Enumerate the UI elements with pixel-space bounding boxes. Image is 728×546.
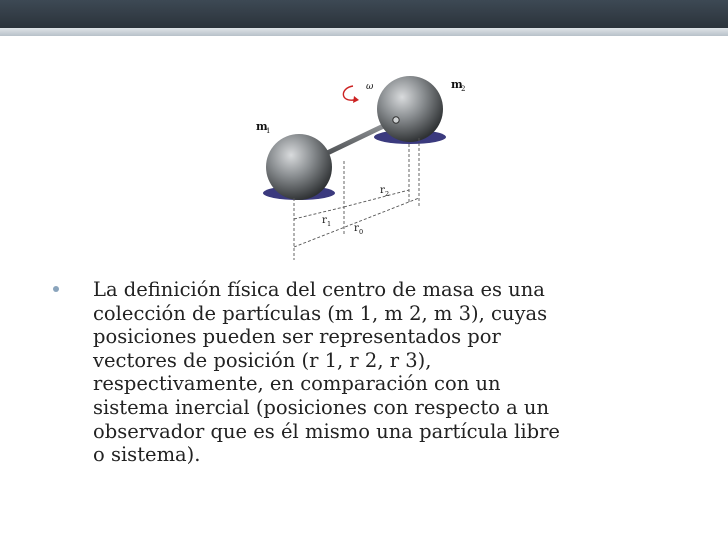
bullet-list	[70, 278, 670, 467]
axis-pivot	[393, 117, 399, 123]
center-of-mass-figure	[236, 66, 488, 266]
bullet-marker	[53, 286, 59, 292]
mass2-label: m	[451, 78, 463, 91]
r0-subscript: 0	[359, 228, 364, 236]
header-bar	[0, 0, 728, 28]
r1-subscript: 1	[327, 220, 332, 228]
mass1-label: m	[256, 120, 268, 133]
mass2-sphere	[377, 76, 443, 142]
mass2-subscript: 2	[461, 85, 466, 93]
mass1-sphere	[266, 134, 332, 200]
omega-arrowhead	[353, 96, 359, 103]
bullet-text: La definición física del centro de masa es una colección de partículas (m 1, m 2, m 3), cuyas posiciones pueden ser representados por vectores de posición (r 1, r 2, r 3), respectivamente, en comparación con un sistema inercial (posiciones con respecto a un observador que es él mismo una partícula libre o sistema).	[93, 278, 560, 467]
r2-subscript: 2	[385, 190, 390, 198]
r2-label: r	[380, 185, 385, 196]
r0-label: r	[354, 223, 359, 234]
omega-label: ω	[366, 82, 374, 92]
r1-label: r	[322, 215, 327, 226]
mass1-subscript: 1	[266, 127, 271, 135]
header-accent-stripe	[0, 28, 728, 36]
omega-arrow	[343, 86, 354, 100]
